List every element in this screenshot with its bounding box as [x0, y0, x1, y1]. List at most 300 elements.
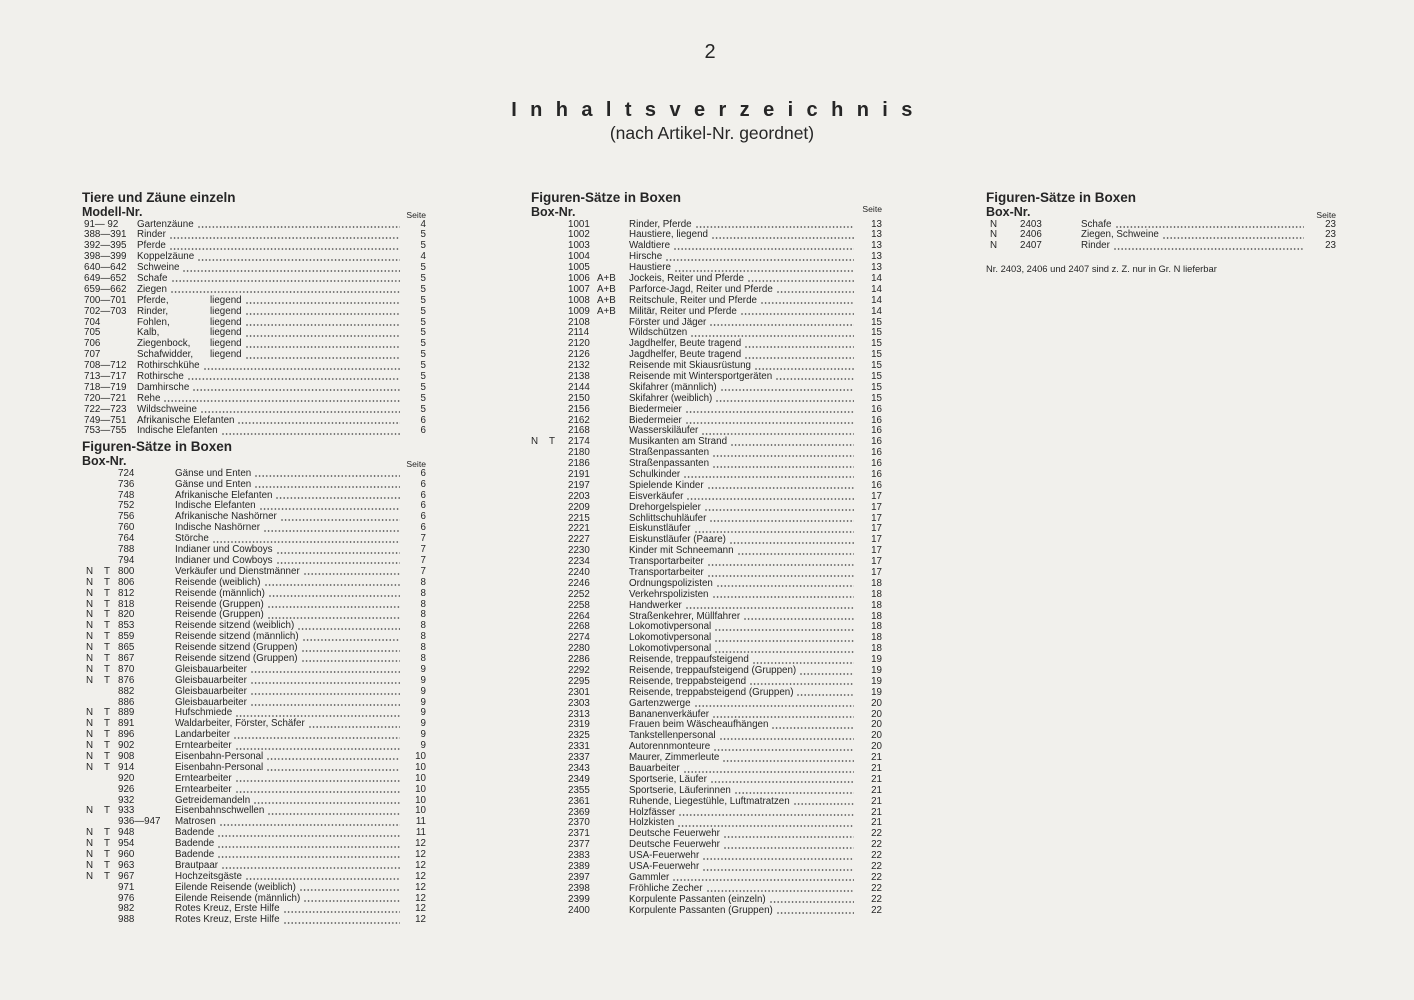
entry-variant-ab — [597, 688, 629, 699]
entry-gauge-n — [531, 285, 549, 296]
dot-leader — [730, 542, 854, 544]
entry-number: 948 — [118, 827, 135, 839]
entry-page: 5 — [420, 305, 426, 317]
entry-number: 706 — [84, 338, 101, 350]
entry-page: 10 — [415, 783, 426, 795]
entry-number: 936—947 — [118, 816, 161, 828]
entry-number: 914 — [118, 761, 135, 773]
dot-leader — [724, 847, 854, 849]
entry-title: Afrikanische Elefanten — [137, 414, 235, 426]
entry-page: 12 — [415, 914, 426, 926]
dot-leader — [696, 226, 854, 228]
entry-gauge-tt — [549, 383, 568, 394]
entry-number: 870 — [118, 663, 135, 675]
entry-title: Eiskunstläufer (Paare) — [629, 534, 726, 546]
dot-leader — [735, 792, 854, 794]
dot-leader — [246, 346, 400, 348]
entry-title: Handwerker — [629, 599, 682, 611]
entry-gauge-tt — [549, 285, 568, 296]
entry-gauge-n — [531, 405, 549, 416]
entry-variant-ab — [597, 524, 629, 535]
entry-number: 2399 — [568, 893, 590, 905]
entry-gauge-n: N — [86, 740, 94, 752]
entry-list — [82, 220, 426, 438]
entry-number: 388—391 — [84, 229, 127, 241]
entry-number: 2215 — [568, 512, 590, 524]
entry-title: Rothirschkühe — [137, 360, 200, 372]
entry-variant-ab — [597, 590, 629, 601]
entry-page: 16 — [871, 458, 882, 470]
entry-title: Straßenpassanten — [629, 458, 710, 470]
entry-variant-ab — [597, 753, 629, 764]
dot-leader — [276, 497, 400, 499]
dot-leader — [691, 335, 854, 337]
section-figure-boxes — [531, 190, 882, 917]
dot-leader — [268, 813, 400, 815]
entry-list — [986, 220, 1336, 253]
entry-number: 960 — [118, 848, 135, 860]
entry-gauge-tt — [549, 753, 568, 764]
entry-gauge-n — [531, 481, 549, 492]
entry-gauge-tt: T — [104, 827, 110, 839]
entry-gauge-tt — [549, 230, 568, 241]
entry-title: Indische Elefanten — [137, 425, 218, 437]
entry-gauge-tt — [549, 818, 568, 829]
entry-title: Damhirsche — [137, 381, 190, 393]
entry-title: Reisende, treppabsteigend (Gruppen) — [629, 686, 794, 698]
entry-page: 9 — [420, 663, 426, 675]
entry-title: Badende — [175, 848, 215, 860]
entry-variant-ab — [597, 252, 629, 263]
dot-leader — [684, 476, 854, 478]
entry-number: 788 — [118, 544, 135, 556]
entry-gauge-tt — [549, 884, 568, 895]
toc-entry — [82, 774, 426, 785]
toc-entry — [531, 503, 882, 514]
dot-leader — [254, 802, 400, 804]
page-column-label: Seite — [406, 209, 426, 220]
entry-number: 1007 — [568, 283, 590, 295]
entry-number: 794 — [118, 554, 135, 566]
entry-gauge-n — [531, 720, 549, 731]
entry-page: 23 — [1325, 218, 1336, 230]
entry-gauge-n — [531, 786, 549, 797]
entry-page: 21 — [871, 795, 882, 807]
entry-page: 9 — [420, 740, 426, 752]
entry-page: 9 — [420, 674, 426, 686]
entry-gauge-n — [531, 296, 549, 307]
dot-leader — [238, 422, 400, 424]
entry-number: 2197 — [568, 479, 590, 491]
dot-leader — [772, 727, 854, 729]
entry-page: 16 — [871, 479, 882, 491]
entry-gauge-tt — [549, 677, 568, 688]
entry-gauge-n: N — [86, 598, 94, 610]
entry-number: 1005 — [568, 262, 590, 274]
entry-gauge-n: N — [86, 761, 94, 773]
entry-number: 853 — [118, 620, 135, 632]
dot-leader — [713, 596, 854, 598]
entry-gauge-n — [531, 241, 549, 252]
entry-page: 13 — [871, 240, 882, 252]
entry-gauge-n: N — [86, 565, 94, 577]
entry-number: 713—717 — [84, 370, 127, 382]
entry-page: 12 — [415, 892, 426, 904]
dot-leader — [201, 411, 400, 413]
entry-page: 5 — [420, 294, 426, 306]
entry-number: 926 — [118, 783, 135, 795]
entry-page: 9 — [420, 685, 426, 697]
dot-leader — [277, 552, 401, 554]
entry-gauge-tt — [549, 797, 568, 808]
entry-number: 704 — [84, 316, 101, 328]
entry-page: 8 — [420, 652, 426, 664]
entry-number: 2234 — [568, 556, 590, 568]
entry-title: Holzfässer — [629, 806, 676, 818]
entry-variant-ab — [597, 666, 629, 677]
entry-page: 17 — [871, 512, 882, 524]
entry-number: 2203 — [568, 490, 590, 502]
toc-entry — [82, 220, 426, 231]
entry-title: Waldtiere — [629, 240, 671, 252]
entry-gauge-tt — [549, 394, 568, 405]
entry-page: 6 — [420, 489, 426, 501]
dot-leader — [745, 346, 854, 348]
toc-entry — [82, 687, 426, 698]
entry-gauge-n — [531, 622, 549, 633]
entry-page: 19 — [871, 654, 882, 666]
entry-variant-ab — [597, 481, 629, 492]
page-column-label: Seite — [1316, 209, 1336, 220]
entry-page: 18 — [871, 588, 882, 600]
entry-gauge-n — [531, 840, 549, 851]
section-heading: Figuren-Sätze in Boxen — [986, 190, 1137, 205]
toc-entry — [82, 676, 426, 687]
entry-title: Wildschweine — [137, 403, 197, 415]
entry-gauge-tt: T — [104, 707, 110, 719]
entry-pose: liegend — [210, 327, 242, 339]
entry-gauge-n — [531, 416, 549, 427]
entry-variant-ab — [597, 742, 629, 753]
entry-number: 2301 — [568, 686, 590, 698]
entry-page: 5 — [420, 316, 426, 328]
entry-gauge-n — [531, 470, 549, 481]
entry-number: 2221 — [568, 523, 590, 535]
dot-leader — [220, 824, 400, 826]
entry-title: Reisende mit Wintersportgeräten — [629, 370, 773, 382]
entry-number: 2377 — [568, 839, 590, 851]
entry-variant-ab — [597, 230, 629, 241]
entry-number: 2174 — [568, 436, 590, 448]
entry-page: 11 — [415, 816, 426, 828]
dot-leader — [172, 280, 400, 282]
entry-number: 2126 — [568, 349, 590, 361]
entry-gauge-n — [531, 601, 549, 612]
entry-title: Rinder — [137, 229, 166, 241]
dot-leader — [302, 660, 400, 662]
entry-number: 2138 — [568, 370, 590, 382]
entry-title-cell — [175, 915, 280, 926]
entry-variant-ab — [597, 568, 629, 579]
entry-variant-ab — [597, 710, 629, 721]
entry-variant-ab — [597, 437, 629, 448]
entry-page: 10 — [415, 794, 426, 806]
dot-leader — [284, 911, 400, 913]
entry-title: Rinder — [1081, 240, 1110, 252]
number-column-label: Modell-Nr. — [82, 205, 143, 219]
entry-title: Lokomotivpersonal — [629, 632, 712, 644]
entry-title: Indische Elefanten — [175, 500, 256, 512]
entry-page: 5 — [420, 381, 426, 393]
entry-number: 748 — [118, 489, 135, 501]
entry-title: Rehe — [137, 392, 161, 404]
entry-number: 1002 — [568, 229, 590, 241]
entry-number: 707 — [84, 349, 101, 361]
entry-page: 19 — [871, 686, 882, 698]
entry-gauge-n — [531, 851, 549, 862]
entry-gauge-tt — [104, 523, 118, 534]
entry-gauge-n: N — [86, 609, 94, 621]
dot-leader — [707, 890, 854, 892]
entry-number: 932 — [118, 794, 135, 806]
entry-variant-ab — [597, 720, 629, 731]
entry-gauge-tt — [549, 590, 568, 601]
entry-pose: liegend — [210, 305, 242, 317]
entry-gauge-tt — [549, 622, 568, 633]
entry-title: Ziegen — [137, 283, 167, 295]
entry-gauge-tt: T — [104, 565, 110, 577]
entry-page: 11 — [415, 827, 426, 839]
entry-number: 1004 — [568, 251, 590, 263]
entry-title: Reisende (männlich) — [175, 587, 265, 599]
entry-page: 5 — [420, 349, 426, 361]
entry-page: 18 — [871, 632, 882, 644]
entry-gauge-tt — [104, 883, 118, 894]
entry-page: 7 — [420, 533, 426, 545]
dot-leader — [267, 769, 400, 771]
toc-middle-column — [531, 190, 882, 917]
entry-title: Afrikanische Nashörner — [175, 511, 277, 523]
entry-title: Afrikanische Elefanten — [175, 489, 273, 501]
entry-number: 2355 — [568, 784, 590, 796]
entry-gauge-n — [82, 469, 104, 480]
entry-number: 963 — [118, 859, 135, 871]
entry-title: Gammler — [629, 871, 670, 883]
entry-gauge-tt — [549, 742, 568, 753]
entry-number: 2246 — [568, 577, 590, 589]
entry-gauge-n — [531, 503, 549, 514]
toc-entry — [531, 405, 882, 416]
toc-entry — [82, 339, 426, 350]
dot-leader — [193, 389, 400, 391]
entry-gauge-tt: T — [104, 740, 110, 752]
entry-gauge-tt — [549, 220, 568, 231]
entry-gauge-tt — [104, 687, 118, 698]
entry-number: 1009 — [568, 305, 590, 317]
entry-title: Störche — [175, 533, 209, 545]
entry-number: 2191 — [568, 468, 590, 480]
dot-leader — [222, 433, 400, 435]
dot-leader — [703, 869, 854, 871]
entry-gauge-tt — [549, 361, 568, 372]
entry-gauge-tt — [549, 764, 568, 775]
entry-gauge-n — [531, 318, 549, 329]
entry-page: 5 — [420, 283, 426, 295]
entry-page: 19 — [871, 665, 882, 677]
entry-page: 21 — [871, 817, 882, 829]
entry-gauge-n — [531, 666, 549, 677]
entry-variant-ab — [597, 557, 629, 568]
entry-variant-ab — [597, 612, 629, 623]
entry-list — [82, 469, 426, 926]
entry-gauge-tt — [549, 372, 568, 383]
entry-variant-ab: A+B — [597, 283, 616, 295]
toc-entry — [82, 915, 426, 926]
entry-title: Gleisbauarbeiter — [175, 696, 247, 708]
entry-page: 23 — [1325, 229, 1336, 241]
entry-number: 920 — [118, 772, 135, 784]
entry-title: Hochzeitsgäste — [175, 870, 242, 882]
dot-leader — [753, 662, 854, 664]
entry-gauge-tt — [549, 633, 568, 644]
entry-title: Straßenpassanten — [629, 447, 710, 459]
entry-title: Tankstellenpersonal — [629, 730, 716, 742]
entry-gauge-tt: T — [104, 761, 110, 773]
dot-leader — [666, 259, 854, 261]
entry-gauge-n — [82, 491, 104, 502]
entry-page: 8 — [420, 642, 426, 654]
entry-gauge-n — [531, 492, 549, 503]
entry-gauge-tt: T — [104, 838, 110, 850]
entry-gauge-n — [531, 579, 549, 590]
entry-gauge-tt — [549, 546, 568, 557]
entry-page: 21 — [871, 773, 882, 785]
entry-title: Schulkinder — [629, 468, 681, 480]
entry-title: Biedermeier — [629, 414, 682, 426]
entry-title: Reisende, treppabsteigend — [629, 675, 747, 687]
entry-gauge-n — [531, 514, 549, 525]
entry-gauge-n — [82, 534, 104, 545]
entry-number: 91— 92 — [84, 218, 119, 230]
dot-leader — [684, 771, 854, 773]
entry-gauge-tt — [549, 731, 568, 742]
dot-leader — [800, 673, 854, 675]
entry-title: Drehorgelspieler — [629, 501, 701, 513]
entry-page: 13 — [871, 218, 882, 230]
dot-leader — [218, 846, 400, 848]
entry-number: 908 — [118, 750, 135, 762]
entry-title: Parforce-Jagd, Reiter und Pferde — [629, 283, 773, 295]
dot-leader — [298, 628, 400, 630]
entry-gauge-tt: T — [104, 598, 110, 610]
entry-title: Musikanten am Strand — [629, 436, 728, 448]
entry-page: 17 — [871, 523, 882, 535]
entry-variant-ab — [597, 535, 629, 546]
dot-leader — [246, 302, 400, 304]
entry-gauge-n — [82, 894, 104, 905]
dot-leader — [284, 922, 400, 924]
entry-title: Indianer und Cowboys — [175, 554, 273, 566]
entry-gauge-tt — [549, 492, 568, 503]
toc-entry — [82, 274, 426, 285]
entry-title: Schafe — [137, 272, 168, 284]
entry-title: Koppelzäune — [137, 251, 195, 263]
entry-page: 18 — [871, 643, 882, 655]
entry-variant-ab: A+B — [597, 272, 616, 284]
entry-title: Wasserskiläufer — [629, 425, 699, 437]
entry-gauge-n — [82, 915, 104, 926]
entry-gauge-n: N — [86, 642, 94, 654]
entry-page: 14 — [871, 294, 882, 306]
entry-gauge-tt: T — [104, 870, 110, 882]
entry-number: 2156 — [568, 403, 590, 415]
entry-variant-ab — [597, 318, 629, 329]
entry-page: 12 — [415, 848, 426, 860]
entry-gauge-n: N — [86, 674, 94, 686]
entry-pose: liegend — [210, 349, 242, 361]
entry-title: Schafwidder, — [137, 349, 194, 361]
entry-gauge-n — [531, 394, 549, 405]
entry-gauge-tt — [549, 862, 568, 873]
entry-variant-ab — [597, 492, 629, 503]
toc-entry — [82, 372, 426, 383]
entry-gauge-n — [82, 785, 104, 796]
entry-number: 702—703 — [84, 305, 127, 317]
entry-title: Lokomotivpersonal — [629, 643, 712, 655]
entry-gauge-n: N — [86, 620, 94, 632]
dot-leader — [712, 237, 854, 239]
dot-leader — [776, 378, 854, 380]
entry-gauge-tt — [549, 416, 568, 427]
dot-leader — [711, 781, 854, 783]
dot-leader — [171, 291, 400, 293]
entry-title: Reitschule, Reiter und Pferde — [629, 294, 757, 306]
toc-entry — [82, 350, 426, 361]
entry-list — [531, 220, 882, 917]
entry-number: 812 — [118, 587, 135, 599]
entry-title: Transportarbeiter — [629, 567, 704, 578]
entry-title: Sportserie, Läufer — [629, 773, 707, 785]
entry-page: 20 — [871, 697, 882, 709]
entry-title: Rotes Kreuz, Erste Hilfe — [175, 903, 280, 915]
dot-leader — [702, 433, 854, 435]
dot-leader — [723, 760, 854, 762]
entry-gauge-n: N — [86, 838, 94, 850]
number-column-label: Box-Nr. — [531, 205, 576, 219]
dot-leader — [246, 878, 400, 880]
toc-entry — [82, 230, 426, 241]
entry-number: 708—712 — [84, 360, 127, 372]
entry-gauge-n — [82, 883, 104, 894]
entry-title: Rotes Kreuz, Erste Hilfe — [175, 914, 280, 926]
entry-number: 724 — [118, 467, 135, 479]
entry-gauge-tt — [549, 339, 568, 350]
entry-page: 5 — [420, 360, 426, 372]
entry-title: Skifahrer (männlich) — [629, 381, 717, 393]
entry-page: 8 — [420, 587, 426, 599]
entry-gauge-tt — [104, 512, 118, 523]
entry-variant-ab — [597, 655, 629, 666]
entry-variant-ab — [597, 829, 629, 840]
entry-number: 2331 — [568, 741, 590, 753]
toc-entry — [531, 394, 882, 405]
entry-page: 8 — [420, 620, 426, 632]
entry-gauge-tt — [549, 895, 568, 906]
entry-gauge-tt — [104, 785, 118, 796]
entry-page: 20 — [871, 730, 882, 742]
entry-page: 21 — [871, 763, 882, 775]
entry-title: Hirsche — [629, 251, 663, 263]
